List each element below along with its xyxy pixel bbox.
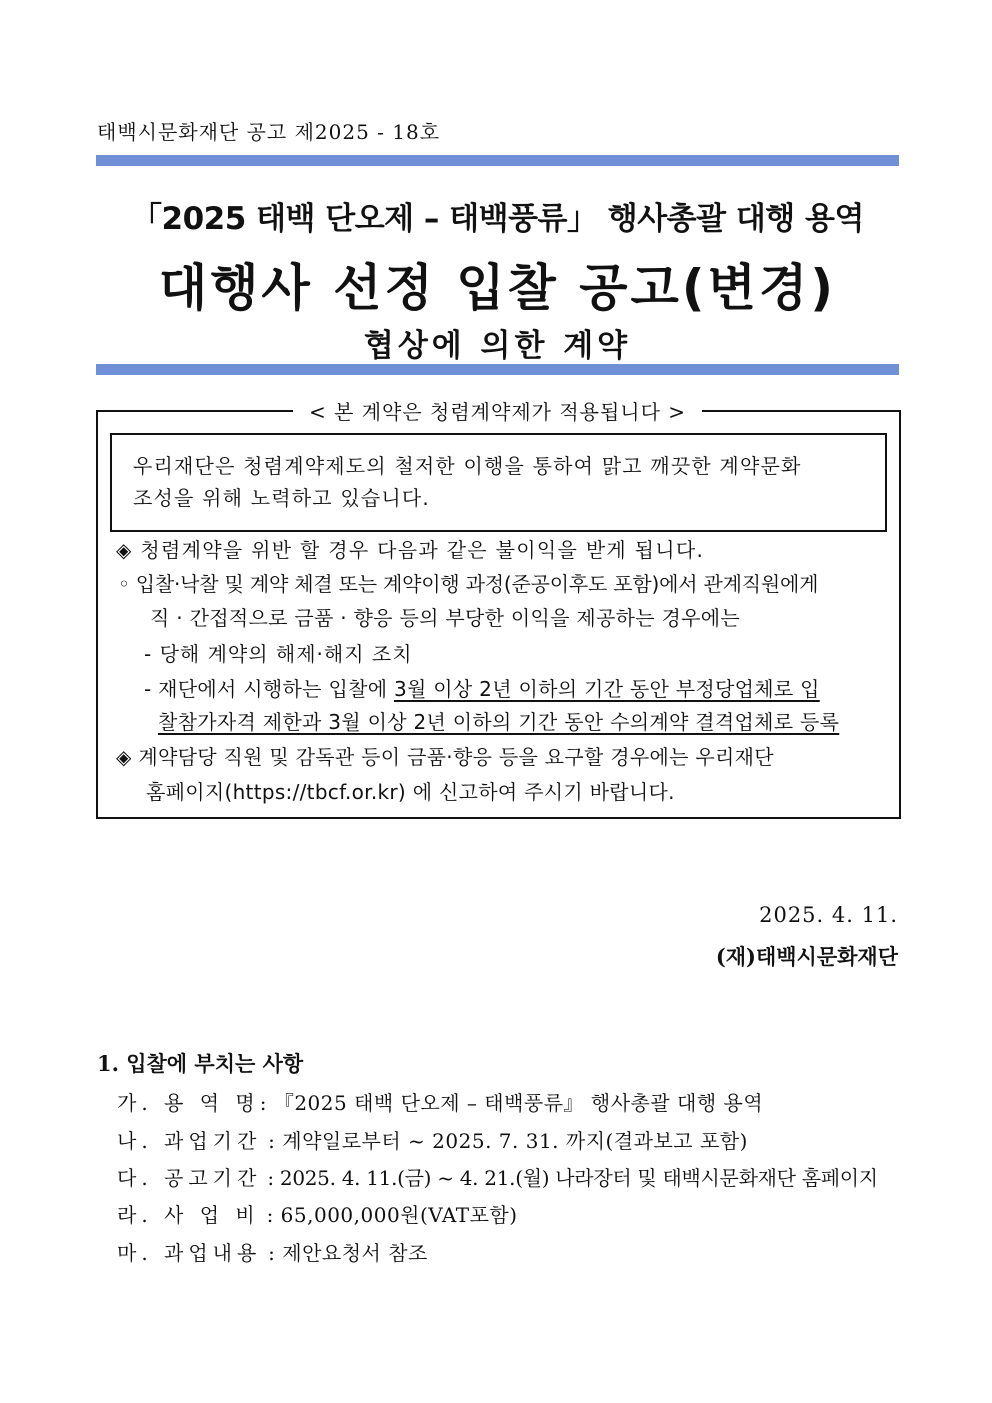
section-1-title: 1. 입찰에 부치는 사항: [97, 1051, 304, 1076]
item-value: 『2025 태백 단오제 – 태백풍류』 행사총괄 대행 용역: [273, 1091, 764, 1115]
item-label: 나. 과업기간: [117, 1129, 262, 1153]
integrity-heading-text: < 본 계약은 청렴계약제가 적용됩니다 >: [293, 400, 702, 424]
penalty-item-2-line-1: [144, 673, 820, 702]
report-bullet-line-1: ◈ 계약담당 직원 및 감독관 등이 금품·향응 등을 요구할 경우에는 우리재단: [116, 745, 774, 769]
item-value: 계약일로부터 ~ 2025. 7. 31. 까지(결과보고 포함): [282, 1129, 748, 1153]
bid-item-scope: [117, 1237, 428, 1266]
statement-line-1: 우리재단은 청렴계약제도의 철저한 이행을 통하여 맑고 깨끗한 계약문화: [133, 454, 802, 478]
integrity-statement: [133, 450, 868, 514]
issuing-organization: (재)태백시문화재단: [715, 944, 898, 969]
report-bullet-line-2: 홈페이지(https://tbcf.or.kr) 에 신고하여 주시기 바랍니다.: [146, 780, 675, 804]
bid-item-service-name: [117, 1087, 763, 1116]
item-label: 마. 과업내용: [117, 1241, 262, 1265]
penalty-condition-line-2: 직 · 간접적으로 금품 · 향응 등의 부당한 이익을 제공하는 경우에는: [150, 606, 741, 630]
penalty-item-2-underlined: 3월 이상 2년 이하의 기간 동안 부정당업체로 입: [393, 677, 820, 701]
penalty-condition-line-1: ◦ 입찰·낙찰 및 계약 체결 또는 계약이행 과정(준공이후도 포함)에서 관계직원에게: [118, 572, 819, 596]
penalty-item-2-prefix: - 재단에서 시행하는 입찰에: [144, 677, 394, 701]
bottom-divider-bar: [96, 364, 899, 375]
penalty-item-2-line-2: 찰참가자격 제한과 3월 이상 2년 이하의 기간 동안 수의계약 결격업체로 등록: [158, 710, 840, 734]
page-title: 대행사 선정 입찰 공고(변경): [158, 259, 837, 317]
penalty-bullet: ◈ 청렴계약을 위반 할 경우 다음과 같은 불이익을 받게 됩니다.: [116, 538, 705, 562]
bid-item-notice-period: [117, 1162, 878, 1191]
item-separator: :: [261, 1166, 280, 1190]
integrity-heading: [96, 396, 899, 425]
contract-type-title: 협상에 의한 계약: [363, 328, 632, 364]
penalty-item-1: - 당해 계약의 해제·해지 조치: [144, 642, 413, 666]
item-separator: :: [259, 1091, 274, 1115]
notice-date: 2025. 4. 11.: [759, 903, 898, 927]
item-value: 2025. 4. 11.(금) ~ 4. 21.(월) 나라장터 및 태백시문화재단 홈페이지: [279, 1166, 878, 1190]
statement-line-2: 조성을 위해 노력하고 있습니다.: [133, 486, 430, 510]
top-divider-bar: [96, 155, 899, 166]
item-value: 제안요청서 참조: [282, 1241, 428, 1265]
item-label: 다. 공고기간: [117, 1166, 262, 1190]
item-separator: :: [261, 1241, 283, 1265]
item-label: 가. 용 역 명: [117, 1091, 260, 1115]
title-line-1: 「2025 태백 단오제 – 태백풍류」 행사총괄 대행 용역: [131, 201, 864, 237]
item-value: 65,000,000원(VAT포함): [280, 1203, 518, 1227]
bid-item-period: [117, 1125, 748, 1154]
item-separator: :: [259, 1203, 281, 1227]
bid-item-budget: [117, 1199, 518, 1228]
notice-number: 태백시문화재단 공고 제2025 - 18호: [97, 120, 441, 144]
item-label: 라. 사 업 비: [117, 1203, 260, 1227]
item-separator: :: [261, 1129, 283, 1153]
